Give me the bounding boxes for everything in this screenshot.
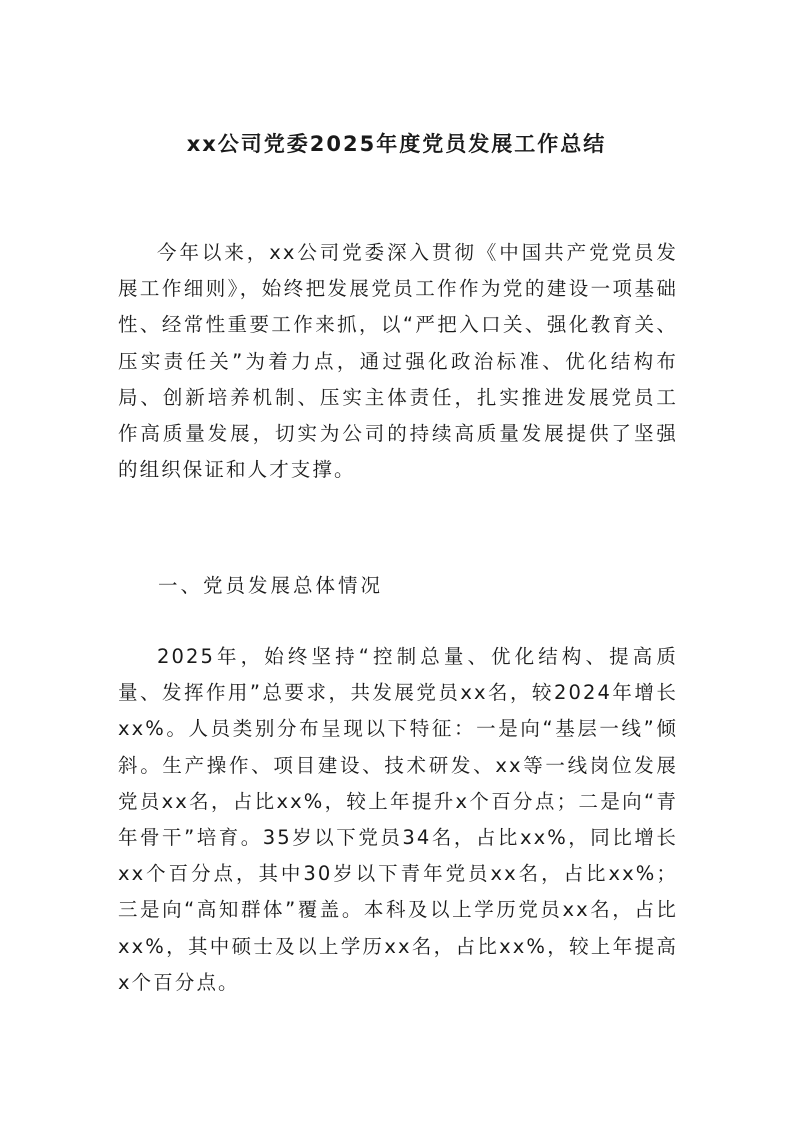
section-heading: 一、党员发展总体情况: [158, 574, 384, 597]
section-body-paragraph: 2025年，始终坚持“控制总量、优化结构、提高质量、发挥作用”总要求，共发展党员xx名，较2024年增长xx%。人员类别分布呈现以下特征：一是向“基层一线”倾斜。生产操作、项目建设、技术研发、xx等一线岗位发展党员xx名，占比xx%，较上年提升x个百分点；二是向“青年骨干”培育。35岁以下党员34名，占比xx%，同比增长xx个百分点，其中30岁以下青年党员xx名，占比xx%；三是向“高知群体”覆盖。本科及以上学历党员xx名，占比xx%，其中硕士及以上学历xx名，占比xx%，较上年提高x个百分点。: [118, 645, 678, 994]
document-title: xx公司党委2025年度党员发展工作总结: [186, 132, 607, 156]
intro-paragraph: 今年以来，xx公司党委深入贯彻《中国共产党党员发展工作细则》，始终把发展党员工作作为党的建设一项基础性、经常性重要工作来抓，以“严把入口关、强化教育关、压实责任关”为着力点，通过强化政治标准、优化结构布局、创新培养机制、压实主体责任，扎实推进发展党员工作高质量发展，切实为公司的持续高质量发展提供了坚强的组织保证和人才支撑。: [118, 241, 678, 482]
